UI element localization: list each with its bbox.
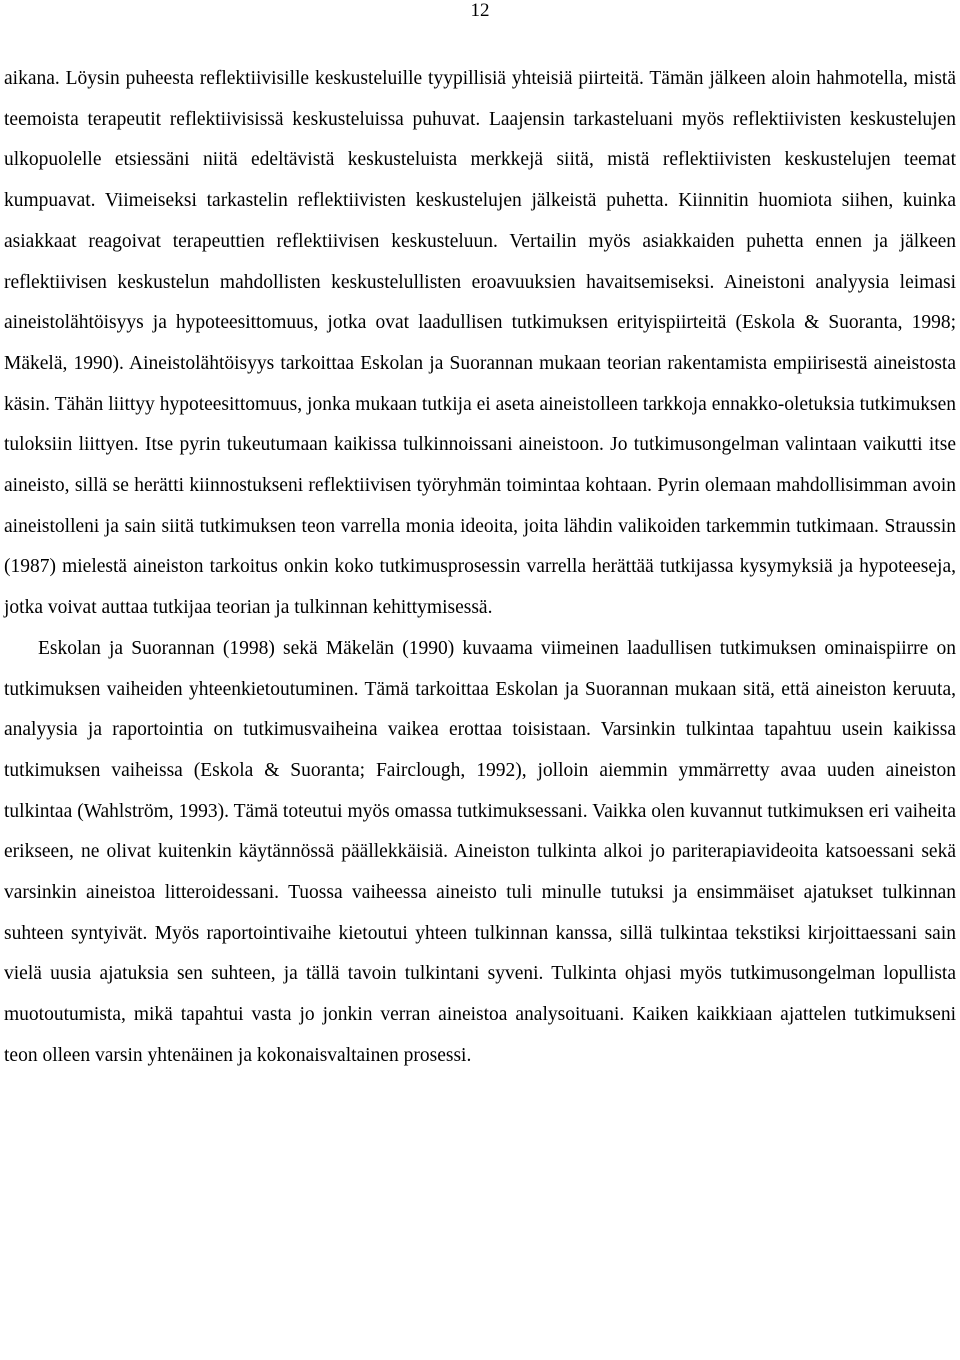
paragraph-2: Eskolan ja Suorannan (1998) sekä Mäkelän (1990) kuvaama viimeinen laadullisen tutkimuksen ominaispiirre on tutkimuksen vaiheiden yhteenkietoutuminen. Tämä tarkoittaa Eskolan ja Suorannan mukaan sitä, että aineiston keruuta, analyysia ja raportointia on tutkimusvaiheina vaikea erottaa toisistaan. Varsinkin tulkintaa tapahtuu usein kaikissa tutkimuksen vaiheissa (Eskola & Suoranta; Fairclough, 1992), jolloin aiemmin ymmärretty avaa uuden aineiston tulkintaa (Wahlström, 1993). Tämä toteutui myös omassa tutkimuksessani. Vaikka olen kuvannut tutkimuksen eri vaiheita erikseen, ne olivat kuitenkin käytännössä päällekkäisiä. Aineiston tulkinta alkoi jo pariterapiavideoita katsoessani sekä varsinkin aineistoa litteroidessani. Tuossa vaiheessa aineisto tuli minulle tutuksi ja ensimmäiset ajatukset tulkinnan suhteen syntyivät. Myös raportointivaihe kietoutui yhteen tulkinnan kanssa, sillä tulkintaa tekstiksi kirjoittaessani sain vielä uusia ajatuksia sen suhteen, ja tällä tavoin tulkintani syveni. Tulkinta ohjasi myös tutkimusongelman lopullista muotoutumista, mikä tapahtui vasta jo jonkin verran aineistoa analysoituani. Kaiken kaikkiaan ajattelen tutkimukseni teon olleen varsin yhtenäinen ja kokonaisvaltainen prosessi. <box>4 637 956 1066</box>
page-number: 12 <box>470 0 490 21</box>
body-text <box>4 59 956 1077</box>
paragraph-1: aikana. Löysin puheesta reflektiivisille keskusteluille tyypillisiä yhteisiä piirteitä. Tämän jälkeen aloin hahmotella, mistä teemoista terapeutit reflektiivisissä keskusteluissa puhuvat. Laajensin tarkasteluani myös reflektiivisten keskustelujen ulkopuolelle etsiessäni niitä edeltävistä keskusteluista merkkejä siitä, mistä reflektiivisten keskustelujen teemat kumpuavat. Viimeiseksi tarkastelin reflektiivisten keskustelujen jälkeistä puhetta. Kiinnitin huomiota siihen, kuinka asiakkaat reagoivat terapeuttien reflektiivisen keskusteluun. Vertailin myös asiakkaiden puhetta ennen ja jälkeen reflektiivisen keskustelun mahdollisten keskustelullisten eroavuuksien havaitsemiseksi. Aineistoni analyysia leimasi aineistolähtöisyys ja hypoteesittomuus, jotka ovat laadullisen tutkimuksen erityispiirteitä (Eskola & Suoranta, 1998; Mäkelä, 1990). Aineistolähtöisyys tarkoittaa Eskolan ja Suorannan mukaan teorian rakentamista empiirisestä aineistosta käsin. Tähän liittyy hypoteesittomuus, jonka mukaan tutkija ei aseta aineistolleen tarkkoja ennakko-oletuksia tutkimuksen tuloksiin liittyen. Itse pyrin tukeutumaan kaikissa tulkinnoissani aineistoon. Jo tutkimusongelman valintaan vaikutti itse aineisto, sillä se herätti kiinnostukseni reflektiivisen työryhmän toimintaa kohtaan. Pyrin olemaan mahdollisimman avoin aineistolleni ja sain siitä tutkimuksen teon varrella monia ideoita, joita lähdin valikoiden tarkemmin tutkimaan. Straussin (1987) mielestä aineiston tarkoitus onkin koko tutkimusprosessin varrella herättää tutkijassa kysymyksiä ja hypoteeseja, jotka voivat auttaa tutkijaa teorian ja tulkinnan kehittymisessä. <box>4 68 956 619</box>
